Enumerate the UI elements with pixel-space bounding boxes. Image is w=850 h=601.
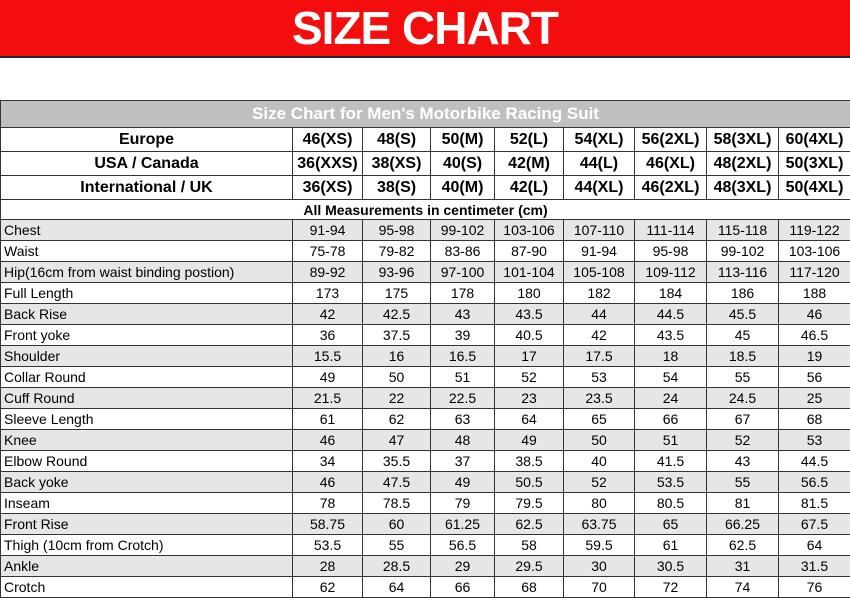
units-row <box>1 200 850 220</box>
measurement-value: 93-96 <box>363 262 431 283</box>
measurement-label: Hip(16cm from waist binding postion) <box>1 262 293 283</box>
size-cell: 56(2XL) <box>635 128 707 152</box>
measurement-value: 113-116 <box>707 262 779 283</box>
measurement-value: 59.5 <box>564 535 635 556</box>
measurement-value: 24 <box>635 388 707 409</box>
measurement-row <box>1 367 850 388</box>
measurement-value: 37.5 <box>363 325 431 346</box>
measurement-value: 63.75 <box>564 514 635 535</box>
measurement-value: 51 <box>635 430 707 451</box>
measurement-value: 64 <box>779 535 850 556</box>
size-cell: 50(4XL) <box>779 176 850 200</box>
size-cell: 42(M) <box>495 152 564 176</box>
measurement-value: 80.5 <box>635 493 707 514</box>
size-cell: 46(2XL) <box>635 176 707 200</box>
measurement-label: Collar Round <box>1 367 293 388</box>
size-system-label: USA / Canada <box>1 152 293 176</box>
measurement-value: 43.5 <box>635 325 707 346</box>
measurement-value: 67.5 <box>779 514 850 535</box>
measurement-value: 103-106 <box>779 241 850 262</box>
measurement-value: 62 <box>293 577 363 598</box>
measurement-value: 31.5 <box>779 556 850 577</box>
measurement-value: 30 <box>564 556 635 577</box>
measurement-row <box>1 451 850 472</box>
measurement-value: 35.5 <box>363 451 431 472</box>
measurement-value: 52 <box>707 430 779 451</box>
measurement-value: 65 <box>635 514 707 535</box>
measurement-value: 80 <box>564 493 635 514</box>
measurement-value: 182 <box>564 283 635 304</box>
measurement-value: 109-112 <box>635 262 707 283</box>
measurement-value: 18 <box>635 346 707 367</box>
measurement-value: 81.5 <box>779 493 850 514</box>
measurement-label: Knee <box>1 430 293 451</box>
measurement-value: 58 <box>495 535 564 556</box>
measurement-value: 45 <box>707 325 779 346</box>
measurement-value: 23 <box>495 388 564 409</box>
size-system-label: Europe <box>1 128 293 152</box>
measurement-value: 91-94 <box>293 220 363 241</box>
measurement-value: 99-102 <box>431 220 495 241</box>
size-cell: 50(M) <box>431 128 495 152</box>
measurement-row <box>1 430 850 451</box>
measurement-value: 63 <box>431 409 495 430</box>
measurement-value: 46.5 <box>779 325 850 346</box>
measurement-value: 68 <box>779 409 850 430</box>
measurement-value: 38.5 <box>495 451 564 472</box>
measurement-value: 16.5 <box>431 346 495 367</box>
size-cell: 48(3XL) <box>707 176 779 200</box>
size-chart-table <box>0 100 850 598</box>
measurement-value: 81 <box>707 493 779 514</box>
measurement-value: 74 <box>707 577 779 598</box>
measurement-value: 89-92 <box>293 262 363 283</box>
measurement-value: 61.25 <box>431 514 495 535</box>
measurement-value: 50.5 <box>495 472 564 493</box>
measurement-value: 17 <box>495 346 564 367</box>
measurement-value: 45.5 <box>707 304 779 325</box>
measurement-value: 43 <box>707 451 779 472</box>
measurement-value: 44.5 <box>635 304 707 325</box>
measurement-value: 19 <box>779 346 850 367</box>
measurement-value: 28 <box>293 556 363 577</box>
measurement-value: 39 <box>431 325 495 346</box>
measurement-value: 55 <box>707 367 779 388</box>
measurement-value: 66.25 <box>707 514 779 535</box>
measurement-value: 23.5 <box>564 388 635 409</box>
measurement-value: 83-86 <box>431 241 495 262</box>
measurement-value: 56 <box>779 367 850 388</box>
measurement-value: 61 <box>293 409 363 430</box>
measurement-value: 87-90 <box>495 241 564 262</box>
measurement-value: 49 <box>431 472 495 493</box>
measurement-value: 28.5 <box>363 556 431 577</box>
measurement-value: 175 <box>363 283 431 304</box>
table-caption-row <box>1 101 850 128</box>
measurement-row <box>1 409 850 430</box>
measurement-value: 91-94 <box>564 241 635 262</box>
measurement-value: 43.5 <box>495 304 564 325</box>
size-cell: 46(XS) <box>293 128 363 152</box>
measurement-value: 17.5 <box>564 346 635 367</box>
measurement-value: 42 <box>293 304 363 325</box>
measurement-value: 24.5 <box>707 388 779 409</box>
measurement-value: 79 <box>431 493 495 514</box>
measurement-value: 40 <box>564 451 635 472</box>
measurement-value: 52 <box>495 367 564 388</box>
size-cell: 44(L) <box>564 152 635 176</box>
measurement-value: 79.5 <box>495 493 564 514</box>
measurement-row <box>1 241 850 262</box>
measurement-value: 95-98 <box>635 241 707 262</box>
measurement-label: Back Rise <box>1 304 293 325</box>
measurement-row <box>1 493 850 514</box>
measurement-value: 21.5 <box>293 388 363 409</box>
measurement-value: 111-114 <box>635 220 707 241</box>
size-cell: 52(L) <box>495 128 564 152</box>
size-cell: 40(S) <box>431 152 495 176</box>
measurement-value: 15.5 <box>293 346 363 367</box>
size-cell: 36(XS) <box>293 176 363 200</box>
size-cell: 60(4XL) <box>779 128 850 152</box>
measurement-value: 78 <box>293 493 363 514</box>
measurement-value: 53.5 <box>635 472 707 493</box>
measurement-value: 60 <box>363 514 431 535</box>
measurement-value: 49 <box>495 430 564 451</box>
measurement-row <box>1 304 850 325</box>
measurement-value: 42 <box>564 325 635 346</box>
measurement-label: Inseam <box>1 493 293 514</box>
measurement-value: 75-78 <box>293 241 363 262</box>
measurement-row <box>1 577 850 598</box>
measurement-row <box>1 346 850 367</box>
units-note: All Measurements in centimeter (cm) <box>1 200 850 220</box>
size-cell: 46(XL) <box>635 152 707 176</box>
measurement-value: 107-110 <box>564 220 635 241</box>
measurement-value: 53 <box>779 430 850 451</box>
measurement-value: 62.5 <box>495 514 564 535</box>
measurement-value: 31 <box>707 556 779 577</box>
measurement-value: 43 <box>431 304 495 325</box>
measurement-value: 103-106 <box>495 220 564 241</box>
measurement-value: 58.75 <box>293 514 363 535</box>
measurement-row <box>1 283 850 304</box>
measurement-value: 79-82 <box>363 241 431 262</box>
measurement-value: 40.5 <box>495 325 564 346</box>
page-title: SIZE CHART <box>292 2 558 54</box>
size-cell: 36(XXS) <box>293 152 363 176</box>
measurement-value: 97-100 <box>431 262 495 283</box>
measurement-value: 68 <box>495 577 564 598</box>
measurement-value: 53 <box>564 367 635 388</box>
measurement-row <box>1 325 850 346</box>
measurement-value: 76 <box>779 577 850 598</box>
measurement-label: Chest <box>1 220 293 241</box>
measurement-value: 56.5 <box>779 472 850 493</box>
measurement-value: 184 <box>635 283 707 304</box>
size-system-row <box>1 152 850 176</box>
measurement-value: 119-122 <box>779 220 850 241</box>
measurement-row <box>1 262 850 283</box>
measurement-value: 49 <box>293 367 363 388</box>
measurement-label: Elbow Round <box>1 451 293 472</box>
measurement-value: 178 <box>431 283 495 304</box>
measurement-value: 95-98 <box>363 220 431 241</box>
measurement-label: Front yoke <box>1 325 293 346</box>
measurement-row <box>1 556 850 577</box>
size-cell: 50(3XL) <box>779 152 850 176</box>
measurement-label: Crotch <box>1 577 293 598</box>
measurement-value: 48 <box>431 430 495 451</box>
measurement-value: 64 <box>363 577 431 598</box>
measurement-label: Shoulder <box>1 346 293 367</box>
measurement-value: 42.5 <box>363 304 431 325</box>
measurement-value: 22 <box>363 388 431 409</box>
size-cell: 58(3XL) <box>707 128 779 152</box>
size-cell: 42(L) <box>495 176 564 200</box>
measurement-value: 47 <box>363 430 431 451</box>
measurement-value: 55 <box>707 472 779 493</box>
measurement-value: 64 <box>495 409 564 430</box>
measurement-value: 65 <box>564 409 635 430</box>
measurement-value: 117-120 <box>779 262 850 283</box>
measurement-value: 29 <box>431 556 495 577</box>
measurement-value: 37 <box>431 451 495 472</box>
measurement-label: Ankle <box>1 556 293 577</box>
size-cell: 40(M) <box>431 176 495 200</box>
measurement-value: 101-104 <box>495 262 564 283</box>
measurement-value: 61 <box>635 535 707 556</box>
measurement-value: 54 <box>635 367 707 388</box>
measurement-value: 56.5 <box>431 535 495 556</box>
measurement-value: 99-102 <box>707 241 779 262</box>
measurement-label: Back yoke <box>1 472 293 493</box>
measurement-value: 46 <box>293 430 363 451</box>
measurement-value: 53.5 <box>293 535 363 556</box>
size-system-row <box>1 128 850 152</box>
measurement-value: 70 <box>564 577 635 598</box>
measurement-value: 41.5 <box>635 451 707 472</box>
measurement-value: 78.5 <box>363 493 431 514</box>
measurement-value: 62.5 <box>707 535 779 556</box>
measurement-value: 25 <box>779 388 850 409</box>
size-system-label: International / UK <box>1 176 293 200</box>
measurement-row <box>1 472 850 493</box>
header-banner <box>0 0 850 58</box>
size-cell: 48(2XL) <box>707 152 779 176</box>
measurement-value: 186 <box>707 283 779 304</box>
measurement-label: Thigh (10cm from Crotch) <box>1 535 293 556</box>
measurement-value: 105-108 <box>564 262 635 283</box>
measurement-value: 50 <box>363 367 431 388</box>
measurement-value: 51 <box>431 367 495 388</box>
size-system-row <box>1 176 850 200</box>
measurement-value: 66 <box>431 577 495 598</box>
measurement-value: 188 <box>779 283 850 304</box>
measurement-label: Front Rise <box>1 514 293 535</box>
measurement-label: Waist <box>1 241 293 262</box>
measurement-value: 44.5 <box>779 451 850 472</box>
measurement-value: 44 <box>564 304 635 325</box>
measurement-value: 50 <box>564 430 635 451</box>
measurement-value: 46 <box>293 472 363 493</box>
measurement-value: 47.5 <box>363 472 431 493</box>
size-cell: 38(XS) <box>363 152 431 176</box>
measurement-value: 72 <box>635 577 707 598</box>
measurement-value: 66 <box>635 409 707 430</box>
measurement-value: 22.5 <box>431 388 495 409</box>
measurement-row <box>1 535 850 556</box>
measurement-value: 36 <box>293 325 363 346</box>
table-caption: Size Chart for Men's Motorbike Racing Suit <box>1 101 850 128</box>
measurement-label: Cuff Round <box>1 388 293 409</box>
measurement-value: 115-118 <box>707 220 779 241</box>
measurement-row <box>1 220 850 241</box>
measurement-value: 16 <box>363 346 431 367</box>
measurement-label: Sleeve Length <box>1 409 293 430</box>
measurement-value: 30.5 <box>635 556 707 577</box>
measurement-value: 173 <box>293 283 363 304</box>
measurement-value: 34 <box>293 451 363 472</box>
measurement-value: 29.5 <box>495 556 564 577</box>
measurement-row <box>1 388 850 409</box>
measurement-value: 180 <box>495 283 564 304</box>
measurement-value: 67 <box>707 409 779 430</box>
size-cell: 38(S) <box>363 176 431 200</box>
measurement-row <box>1 514 850 535</box>
measurement-value: 46 <box>779 304 850 325</box>
measurement-value: 55 <box>363 535 431 556</box>
size-cell: 54(XL) <box>564 128 635 152</box>
measurement-label: Full Length <box>1 283 293 304</box>
measurement-value: 18.5 <box>707 346 779 367</box>
measurement-value: 52 <box>564 472 635 493</box>
measurement-value: 62 <box>363 409 431 430</box>
size-cell: 48(S) <box>363 128 431 152</box>
size-cell: 44(XL) <box>564 176 635 200</box>
